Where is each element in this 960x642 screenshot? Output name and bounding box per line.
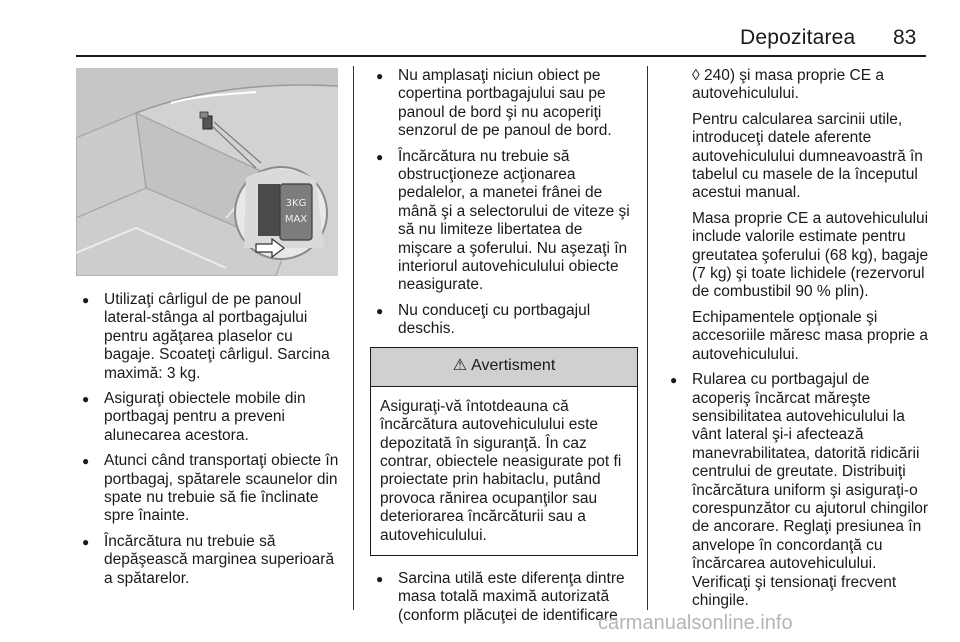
list-item: ● Încărcătura nu trebuie să depăşească marginea superioară a spătarelor. xyxy=(76,533,346,588)
list-item: ● Nu amplasaţi niciun obiect pe copertina portbagajului sau pe panoul de bord şi nu acoperiţi senzorul de pe panoul de bord. xyxy=(370,67,638,141)
warning-box xyxy=(370,347,638,556)
column-2-bullet-list xyxy=(370,67,638,339)
warning-triangle-icon: ⚠ xyxy=(452,357,468,375)
trunk-hook-illustration-icon xyxy=(76,68,338,276)
warning-body: Asiguraţi-vă întotdeauna că încărcătura autovehiculului este depozitată în siguranţă. În caz contrar, obiectele neasigurate pot fi proiectate prin habitaclu, putând provoca rănirea ocupanţilor sau deteriorarea încărcăturii sau a autovehiculului. xyxy=(380,397,622,544)
list-item: ● Asiguraţi obiectele mobile din portbagaj pentru a preveni alunecarea acestora. xyxy=(76,390,346,445)
column-3-bullet-list xyxy=(664,371,930,610)
watermark: carmanualsonline.info xyxy=(598,612,793,634)
column-3 xyxy=(664,67,930,617)
hook-tag-text-1: 3KG xyxy=(285,198,307,209)
list-item: ● Sarcina utilă este diferenţa dintre masa totală maximă autorizată (conform plăcuţei de identificare xyxy=(370,570,638,625)
paragraph: Masa proprie CE a autovehiculului include valorile estimate pentru greutatea şoferului (68 kg), bagaje (7 kg) şi toate lichidele (rezervorul de combustibil 90 % plin). xyxy=(692,209,929,301)
page-number: 83 xyxy=(893,26,917,49)
paragraph: ◊ 240) şi masa proprie CE a autovehiculului. xyxy=(692,67,885,103)
list-item: ● Utilizaţi cârligul de pe panoul lateral-stânga al portbagajului pentru agăţarea plaselor cu bagaje. Scoateţi cârligul. Sarcina maximă: 3 kg. xyxy=(76,291,346,383)
list-item: ● Încărcătura nu trebuie să obstrucţioneze acţionarea pedalelor, a manetei frânei de mână şi a selectorului de viteze şi să nu limiteze libertatea de mişcare a şoferului. Nu aşezaţi în interiorul autovehiculului obiecte neasigurate. xyxy=(370,148,638,295)
paragraph: Pentru calcularea sarcinii utile, introduceţi datele aferente autovehiculului dumneavoastră în tabelul cu masele de la începutul acestui manual. xyxy=(692,110,923,202)
trunk-hook-figure xyxy=(76,68,338,276)
list-item: ● Rularea cu portbagajul de acoperiş încărcat măreşte sensibilitatea autovehiculului la vânt lateral şi-i afectează manevrabilitatea, datorită ridicării centrului de greutate. Distribuiţi încărcătura uniform şi asiguraţi-o corespunzător cu ajutorul chingilor de ancorare. Reglaţi presiunea în anvelope în concordanţă cu încărcarea autovehiculului. Verificaţi şi tensionaţi frecvent chingile. xyxy=(664,371,930,610)
column-divider-1 xyxy=(353,66,354,610)
list-item: ● Atunci când transportaţi obiecte în portbagaj, spătarele scaunelor din spate nu trebuie să fie înclinate spre înainte. xyxy=(76,452,346,526)
header-rule xyxy=(76,55,926,57)
column-divider-2 xyxy=(647,66,648,610)
hook-tag-text-2: MAX xyxy=(284,214,308,225)
warning-header xyxy=(371,348,637,387)
list-item: ● Nu conduceţi cu portbagajul deschis. xyxy=(370,302,638,339)
page-title: Depozitarea xyxy=(740,26,856,49)
paragraph: Echipamentele opţionale şi accesoriile măresc masa proprie a autovehiculului. xyxy=(692,308,929,363)
warning-title: Avertisment xyxy=(471,357,556,375)
column-1-bullet-list xyxy=(76,291,346,588)
column-1 xyxy=(76,291,346,595)
column-2 xyxy=(370,67,638,632)
